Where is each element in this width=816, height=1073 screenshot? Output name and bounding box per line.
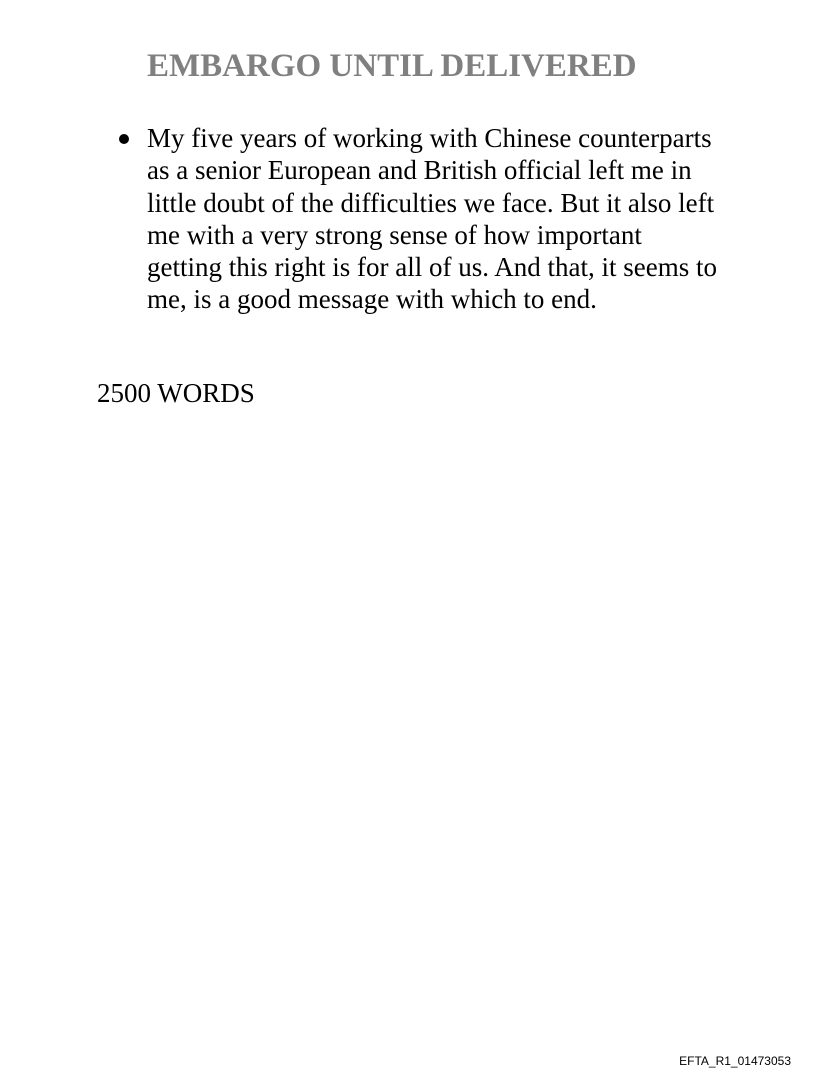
word-count: 2500 WORDS xyxy=(97,378,255,408)
bullet-icon xyxy=(119,134,129,144)
bullet-paragraph: My five years of working with Chinese counterparts as a senior European and British official left me in little doubt of the difficulties we face. But it also left me with a very strong sense of how important getting this right is for all of us. And that, it seems to me, is a good message with which to end. xyxy=(147,123,717,315)
document-id-stamp: EFTA_R1_01473053 xyxy=(679,1054,791,1068)
embargo-header: EMBARGO UNTIL DELIVERED xyxy=(147,48,637,84)
